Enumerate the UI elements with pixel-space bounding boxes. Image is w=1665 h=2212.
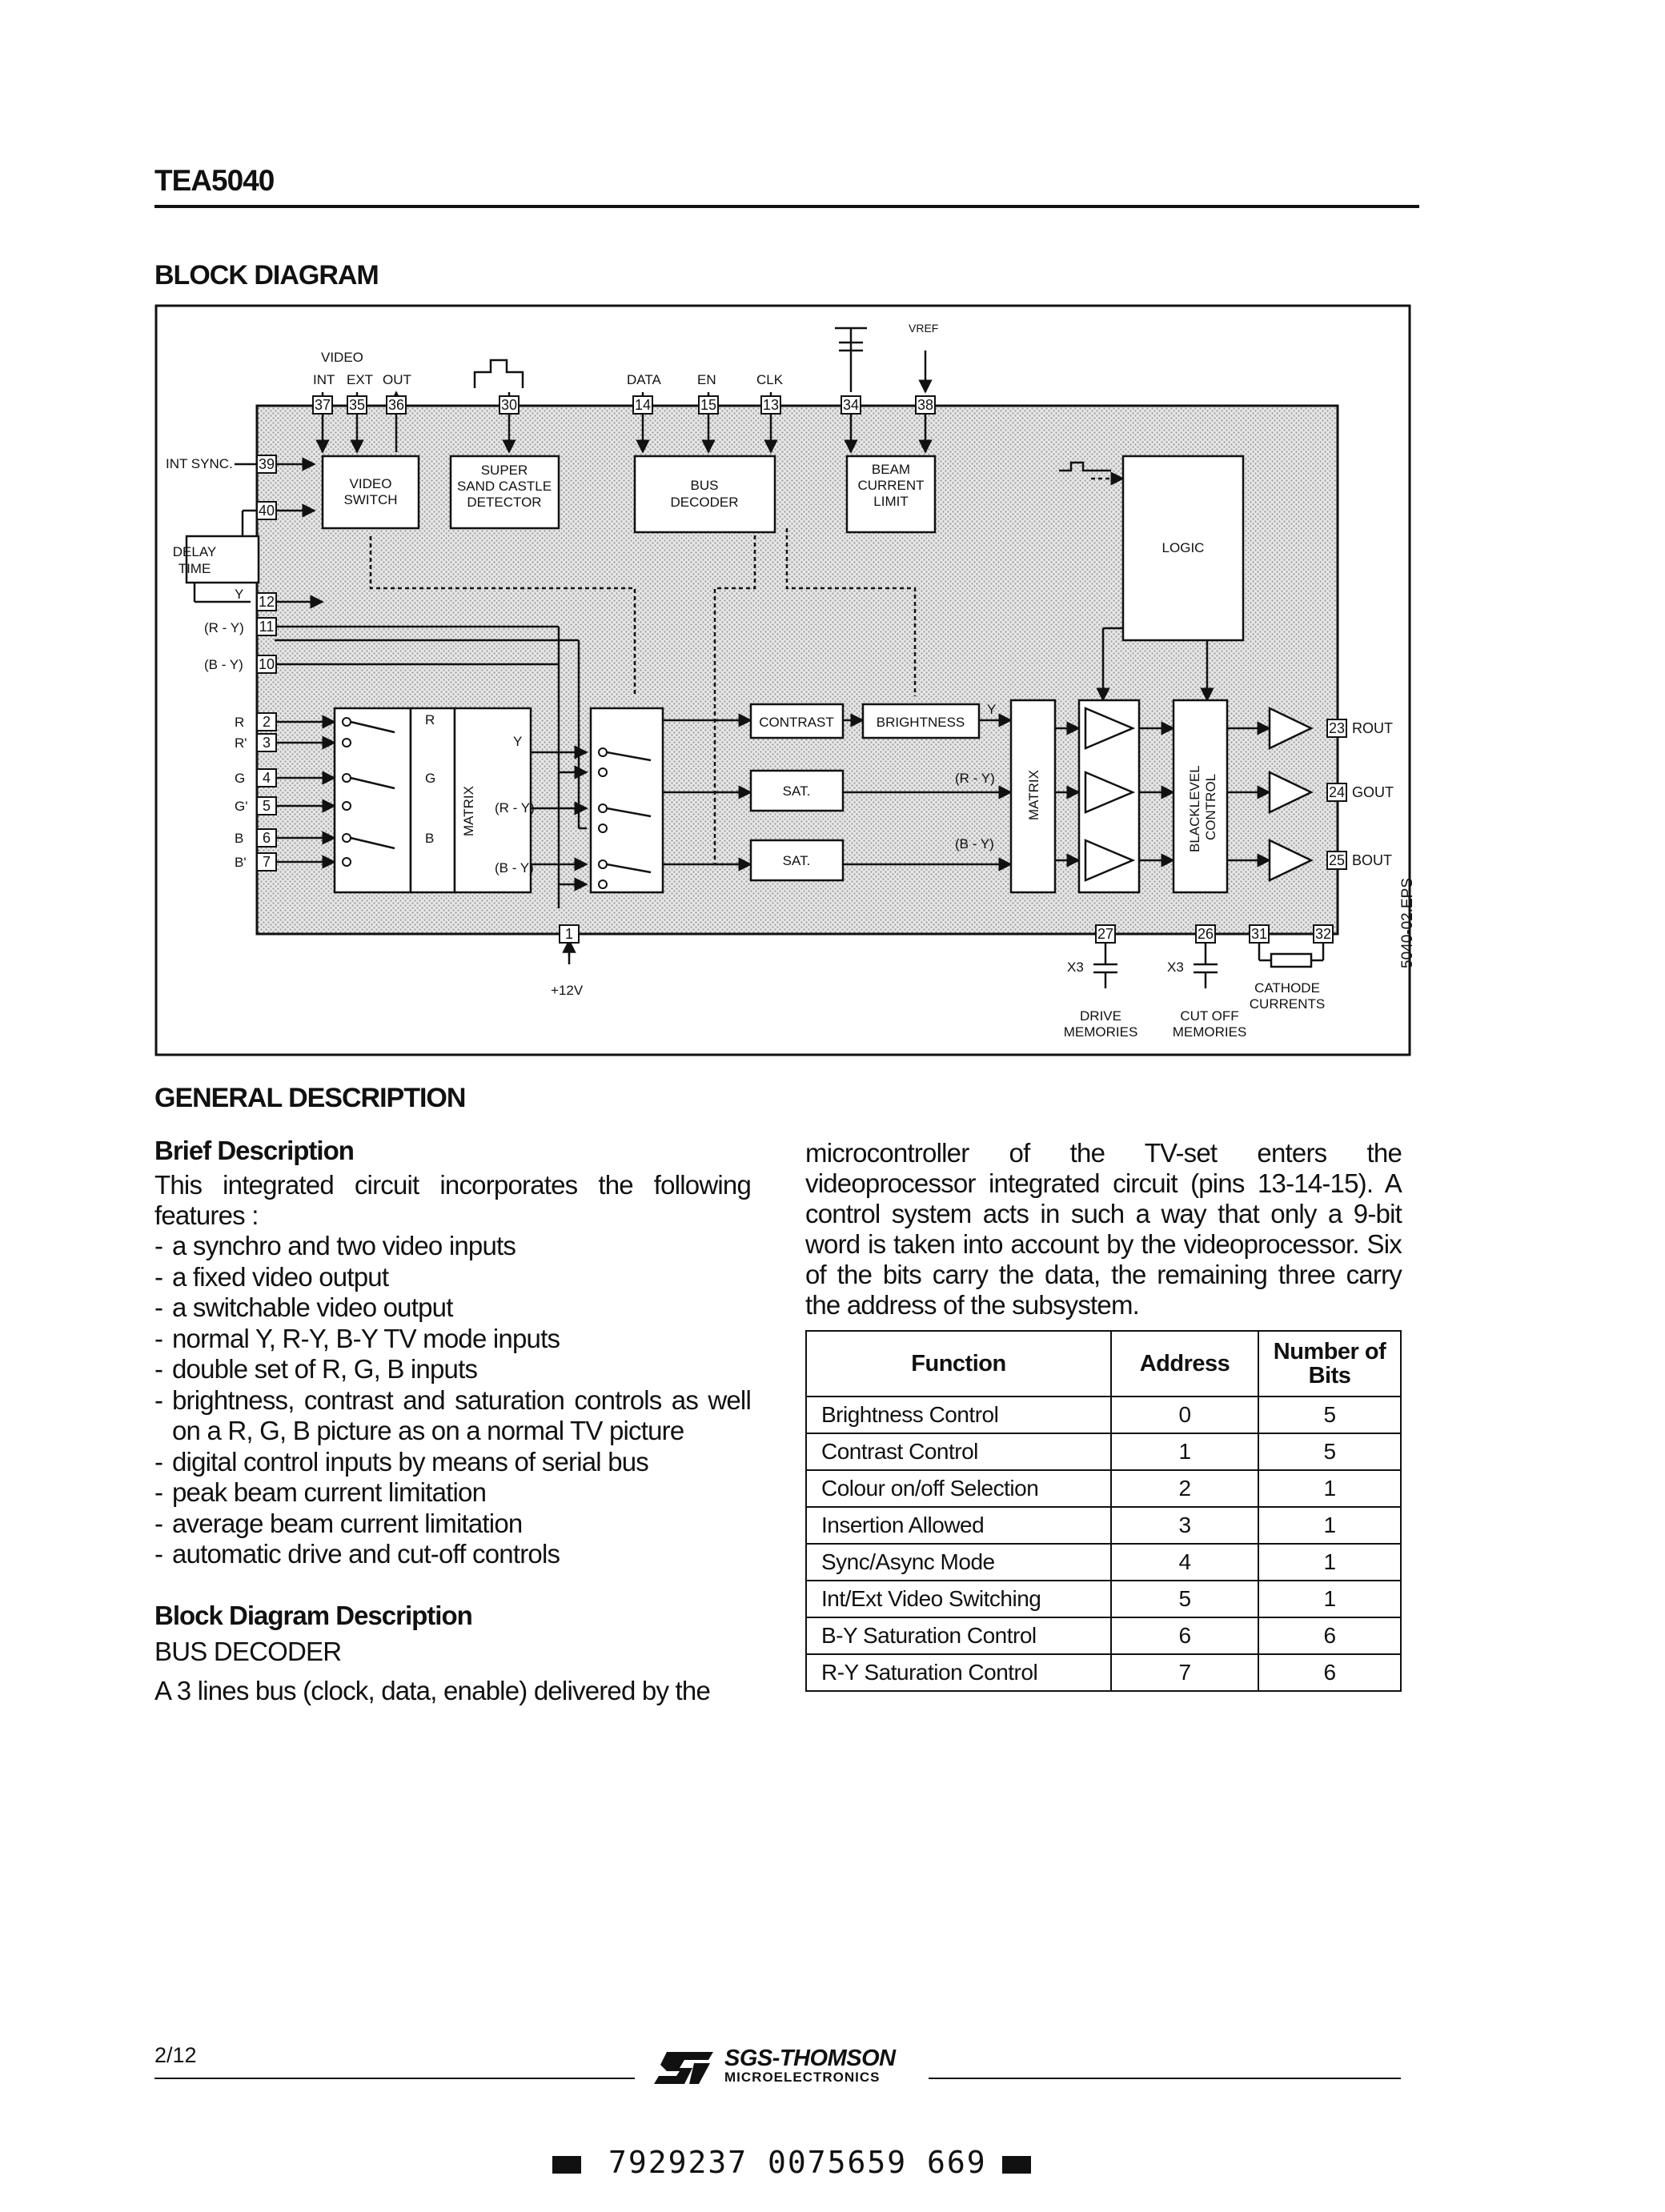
svg-text:34: 34	[842, 397, 860, 413]
svg-text:SAT.: SAT.	[782, 783, 811, 799]
svg-text:CONTRAST: CONTRAST	[759, 715, 834, 730]
svg-text:39: 39	[258, 456, 275, 472]
block-diagram-description-title: Block Diagram Description	[154, 1601, 472, 1630]
label-delay-1: DELAY	[172, 544, 217, 559]
barcode-number: 7929237 0075659 669	[608, 2145, 987, 2180]
svg-text:13: 13	[762, 397, 780, 413]
table-row: Insertion Allowed 3 1	[806, 1507, 1401, 1544]
feature-item: - a fixed video output	[154, 1261, 389, 1292]
svg-text:CONTROL: CONTROL	[1203, 773, 1218, 840]
svg-text:BOUT: BOUT	[1352, 852, 1393, 868]
svg-text:37: 37	[314, 397, 331, 413]
svg-text:B: B	[425, 831, 435, 846]
pin-34	[841, 396, 861, 414]
svg-text:BRIGHTNESS: BRIGHTNESS	[876, 715, 965, 730]
feature-item: - a synchro and two video inputs	[154, 1231, 516, 1260]
svg-text:5: 5	[262, 798, 271, 814]
label-r-y: (R - Y)	[204, 620, 244, 635]
feature-list	[154, 1231, 751, 1570]
bus-decoder-heading: BUS DECODER	[154, 1637, 342, 1666]
block-diagram	[154, 304, 1411, 1056]
document-title: TEA5040	[154, 164, 275, 197]
pin-37	[313, 396, 332, 414]
header-number-of-bits: Number of Bits	[1258, 1331, 1401, 1397]
svg-text:4: 4	[262, 770, 271, 786]
label-g: G	[235, 771, 246, 786]
svg-text:27: 27	[1097, 926, 1114, 942]
pin-11	[257, 618, 276, 635]
table-row: Sync/Async Mode 4 1	[806, 1544, 1401, 1581]
footer-rule-left	[154, 2078, 635, 2079]
svg-text:14: 14	[634, 397, 652, 413]
svg-text:6: 6	[262, 830, 271, 846]
svg-text:R: R	[425, 712, 435, 727]
svg-text:Y: Y	[987, 702, 997, 717]
svg-text:(B - Y): (B - Y)	[495, 860, 534, 876]
svg-text:36: 36	[387, 397, 405, 413]
svg-text:X3: X3	[1067, 960, 1084, 975]
svg-text:LIMIT: LIMIT	[873, 494, 909, 509]
table-row: Brightness Control 0 5	[806, 1397, 1401, 1433]
label-data: DATA	[627, 372, 661, 387]
feature-item: - digital control inputs by means of serial bus	[154, 1446, 648, 1477]
pin-15	[699, 396, 718, 414]
pin-36	[387, 396, 406, 414]
barcode-block-right	[1002, 2156, 1031, 2174]
svg-text:15: 15	[700, 397, 717, 413]
feature-item: - peak beam current limitation	[154, 1477, 487, 1507]
feature-item: - double set of R, G, B inputs	[154, 1354, 478, 1384]
feature-item: - brightness, contrast and saturation controls as well on a R, G, B picture as on a normal TV picture	[154, 1385, 751, 1445]
label-out: OUT	[383, 372, 411, 387]
label-g2: G'	[235, 799, 248, 814]
figure-file-label: 5040-02.EPS	[1399, 877, 1416, 968]
svg-text:MATRIX: MATRIX	[461, 786, 476, 836]
svg-text:BEAM: BEAM	[871, 462, 911, 477]
feature-item: - normal Y, R-Y, B-Y TV mode inputs	[154, 1323, 560, 1353]
label-b2: B'	[235, 855, 247, 870]
svg-text:BLACKLEVEL: BLACKLEVEL	[1187, 765, 1202, 852]
svg-text:MEMORIES: MEMORIES	[1172, 1024, 1247, 1040]
svg-text:(R - Y): (R - Y)	[955, 771, 995, 786]
svg-text:(R - Y): (R - Y)	[495, 800, 535, 815]
pin-10	[257, 655, 276, 673]
pin-5	[257, 797, 276, 815]
feature-item: - average beam current limitation	[154, 1508, 523, 1538]
table-row: Contrast Control 1 5	[806, 1433, 1401, 1470]
brief-description-title: Brief Description	[154, 1136, 354, 1165]
svg-text:35: 35	[348, 397, 366, 413]
general-description-title: GENERAL DESCRIPTION	[154, 1083, 466, 1113]
svg-text:24: 24	[1328, 784, 1346, 800]
brand-subtitle: MICROELECTRONICS	[724, 2070, 881, 2085]
bus-decoder-text-right: microcontroller of the TV-set enters the videoprocessor integrated circuit (pins 13-14-15). A control system acts in such a way that only a 9-bit word is taken into account by the videoprocessor. Six of the bits carry the data, the remaining three carry the address of the subsystem.	[805, 1138, 1402, 1320]
svg-text:40: 40	[258, 503, 275, 519]
page-number: 2/12	[154, 2043, 197, 2067]
svg-text:SWITCH: SWITCH	[343, 492, 398, 507]
function-table	[805, 1330, 1402, 1692]
svg-text:G: G	[425, 771, 436, 786]
svg-text:ROUT: ROUT	[1352, 720, 1393, 736]
svg-text:32: 32	[1314, 926, 1332, 942]
label-int: INT	[313, 372, 335, 387]
pin-31	[1250, 925, 1269, 943]
label-clk: CLK	[756, 372, 784, 387]
label-vref: VREF	[909, 322, 939, 335]
brand-name: SGS-THOMSON	[724, 2046, 896, 2071]
bus-decoder-text-left: A 3 lines bus (clock, data, enable) delivered by the	[154, 1676, 711, 1705]
table-row: R-Y Saturation Control 7 6	[806, 1654, 1401, 1691]
svg-text:12: 12	[258, 594, 275, 610]
pin-3	[257, 734, 276, 751]
svg-text:SAT.: SAT.	[782, 853, 811, 868]
label-r2: R'	[235, 735, 247, 751]
svg-text:CUT OFF: CUT OFF	[1180, 1008, 1239, 1024]
svg-text:Y: Y	[513, 734, 523, 749]
label-y: Y	[235, 587, 244, 602]
pin-40	[257, 502, 276, 519]
svg-text:BUS: BUS	[690, 478, 719, 493]
svg-text:3: 3	[262, 735, 271, 751]
st-logo-icon	[652, 2049, 716, 2086]
barcode-block-left	[552, 2156, 581, 2174]
label-b: B	[235, 831, 244, 846]
pin-7	[257, 853, 276, 871]
svg-text:11: 11	[259, 619, 275, 635]
svg-text:2: 2	[262, 714, 271, 730]
pin-38	[916, 396, 935, 414]
pin-14	[633, 396, 652, 414]
feature-item: - automatic drive and cut-off controls	[154, 1539, 560, 1569]
pin-27	[1096, 925, 1115, 943]
pin-2	[257, 713, 276, 731]
label-en: EN	[697, 372, 716, 387]
pin-13	[761, 396, 780, 414]
label-video: VIDEO	[321, 350, 363, 365]
svg-text:CURRENT: CURRENT	[857, 478, 925, 493]
label-ext: EXT	[347, 372, 374, 387]
pin-12	[257, 593, 276, 611]
svg-text:SAND CASTLE: SAND CASTLE	[456, 479, 552, 494]
svg-text:VIDEO: VIDEO	[349, 476, 392, 491]
rgb-switch-right	[411, 708, 455, 892]
svg-text:DETECTOR: DETECTOR	[467, 495, 542, 510]
table-row: B-Y Saturation Control 6 6	[806, 1617, 1401, 1654]
pin-26	[1196, 925, 1215, 943]
svg-text:23: 23	[1328, 720, 1346, 736]
pin-23	[1327, 719, 1346, 737]
svg-text:+12V: +12V	[551, 983, 584, 998]
header-rule	[154, 205, 1419, 208]
svg-text:1: 1	[564, 926, 574, 942]
svg-text:DRIVE: DRIVE	[1080, 1008, 1121, 1024]
svg-text:X3: X3	[1167, 960, 1184, 975]
svg-text:25: 25	[1328, 852, 1346, 868]
label-int-sync: INT SYNC.	[166, 456, 233, 471]
block-diagram-title: BLOCK DIAGRAM	[154, 260, 379, 291]
table-header-row	[806, 1331, 1401, 1397]
pin-1	[560, 925, 579, 943]
label-delay-2: TIME	[178, 561, 211, 576]
svg-text:(B - Y): (B - Y)	[955, 836, 994, 852]
svg-text:38: 38	[917, 397, 934, 413]
svg-text:10: 10	[258, 656, 275, 672]
brief-intro: This integrated circuit incorporates the following features :	[154, 1170, 751, 1230]
svg-text:31: 31	[1250, 926, 1268, 942]
svg-text:26: 26	[1197, 926, 1214, 942]
label-r: R	[235, 715, 245, 730]
pin-24	[1327, 783, 1346, 801]
svg-text:DECODER: DECODER	[670, 495, 739, 510]
footer-rule-right	[929, 2078, 1401, 2079]
feature-item: - a switchable video output	[154, 1292, 453, 1322]
pin-25	[1327, 852, 1346, 869]
svg-text:LOGIC: LOGIC	[1161, 540, 1205, 555]
header-address: Address	[1111, 1331, 1258, 1397]
svg-text:MATRIX: MATRIX	[1026, 770, 1041, 820]
svg-text:30: 30	[500, 397, 518, 413]
table-row: Colour on/off Selection 2 1	[806, 1470, 1401, 1507]
pin-6	[257, 829, 276, 847]
pin-4	[257, 769, 276, 787]
label-b-y: (B - Y)	[204, 657, 243, 672]
svg-text:CURRENTS: CURRENTS	[1249, 996, 1326, 1012]
header-function: Function	[806, 1331, 1111, 1397]
svg-text:SUPER: SUPER	[480, 463, 528, 478]
svg-text:7: 7	[262, 854, 271, 870]
svg-text:MEMORIES: MEMORIES	[1063, 1024, 1138, 1040]
pin-39	[257, 455, 276, 473]
svg-text:CATHODE: CATHODE	[1254, 980, 1320, 996]
table-row: Int/Ext Video Switching 5 1	[806, 1581, 1401, 1617]
pin-35	[347, 396, 367, 414]
pin-30	[500, 396, 519, 414]
pin-32	[1314, 925, 1333, 943]
svg-text:GOUT: GOUT	[1352, 784, 1394, 800]
